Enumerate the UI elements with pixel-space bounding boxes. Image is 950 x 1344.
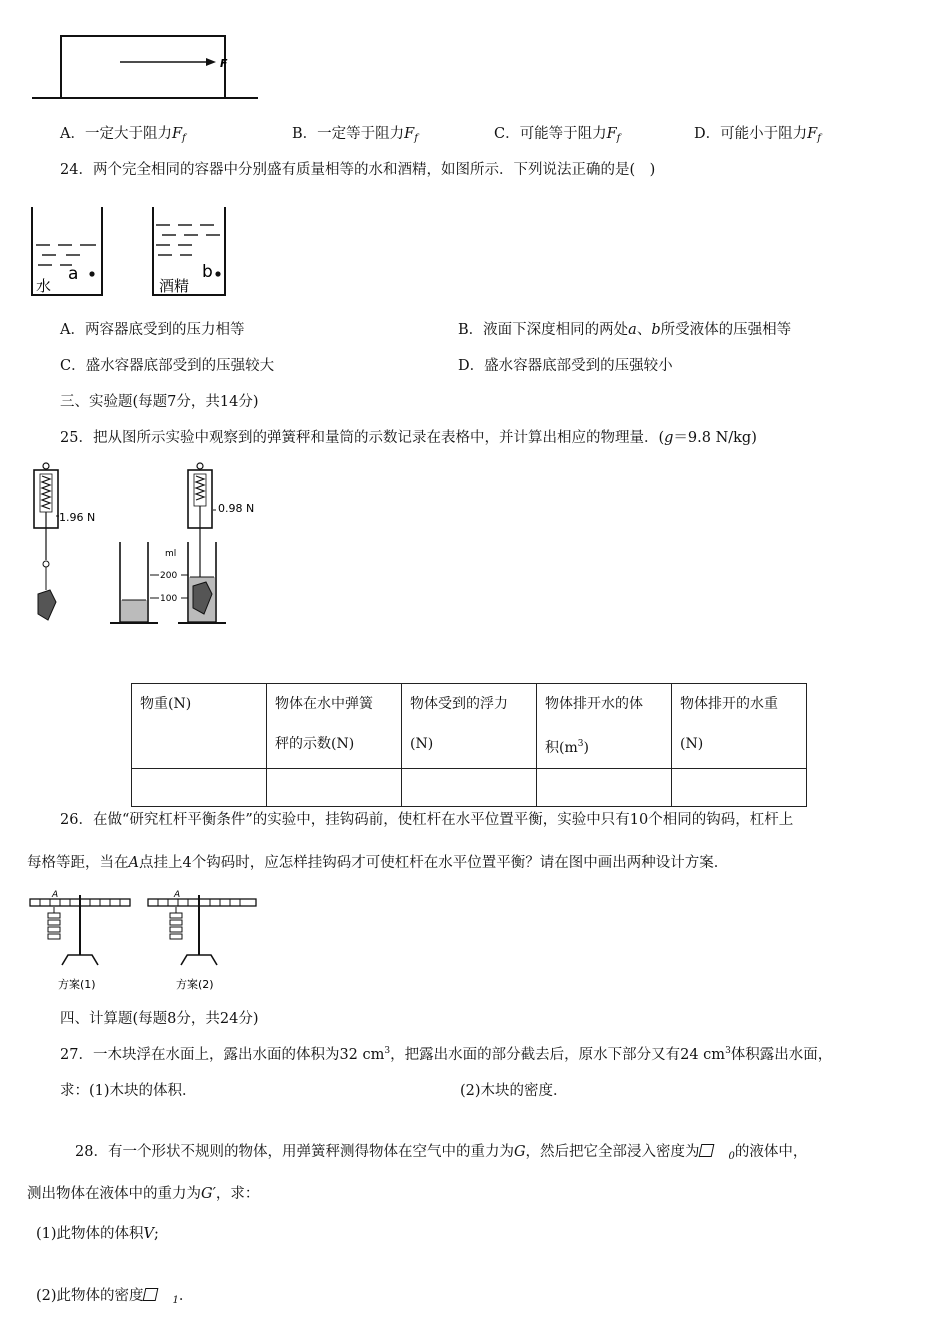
spring-scale-right xyxy=(188,463,216,580)
lever-1-point-a: A xyxy=(52,890,59,900)
cylinder-water-only xyxy=(110,542,158,623)
rho-symbol-box xyxy=(142,1288,158,1301)
q24-option-c: C．盛水容器底部受到的压强较大 xyxy=(60,358,275,374)
lever-2-point-a: A xyxy=(174,890,181,900)
q25-data-table xyxy=(131,683,807,807)
spring-scale-left xyxy=(34,463,59,620)
lever-1 xyxy=(30,895,130,965)
block xyxy=(61,36,225,98)
q27-part-1: 求：(1)木块的体积． xyxy=(60,1083,197,1099)
alcohol-surface-dashes xyxy=(156,225,220,255)
q28-line-2: 测出物体在液体中的重力为G′，求： xyxy=(27,1186,260,1202)
force-label: F xyxy=(220,57,228,70)
q27-line-1: 27．一木块浮在水面上，露出水面的体积为32 $cm^3$，把露出水面的部分截去后，原水下部分又有24 $cm^3$体积露出水面， xyxy=(60,1046,833,1063)
point-a-label: a xyxy=(68,264,79,284)
section-3-heading: 三、实验题(每题7分，共14分) xyxy=(60,394,259,410)
header-displaced-volume: 物体排开水的体 积$(m^3)$ xyxy=(537,684,672,769)
header-weight: 物重(N) xyxy=(132,684,267,769)
q28-part-2: (2)此物体的密度 $_1$． xyxy=(36,1288,194,1306)
point-b xyxy=(215,271,220,276)
lever-2 xyxy=(148,895,256,965)
q23-option-d: D．可能小于阻力$F_f$ xyxy=(694,126,821,144)
cylinder-unit: ml xyxy=(165,549,177,559)
table-cell[interactable] xyxy=(537,769,672,807)
point-a xyxy=(89,271,94,276)
water-label: 水 xyxy=(36,277,52,295)
force-arrow-head xyxy=(206,58,216,66)
q26-line-2: 每格等距，当在A点挂上4个钩码时，应怎样挂钩码才可使杠杆在水平位置平衡？请在图中画出两种设计方案． xyxy=(27,855,729,871)
table-cell[interactable] xyxy=(402,769,537,807)
plan-1-label: 方案(1) xyxy=(58,978,96,991)
point-b-label: b xyxy=(202,262,213,282)
plan-2-label: 方案(2) xyxy=(176,978,214,991)
spring-scale-cylinder-figure xyxy=(28,462,278,632)
table-cell[interactable] xyxy=(672,769,807,807)
header-scale-reading: 物体在水中弹簧 秤的示数(N) xyxy=(267,684,402,769)
table-row xyxy=(132,769,807,807)
q25-stem: 25．把从图所示实验中观察到的弹簧秤和量筒的示数记录在表格中，并计算出相应的物理量．(g＝9.8 N/kg) xyxy=(60,430,757,446)
reading-left: 1.96 N xyxy=(59,511,96,524)
cylinder-with-object xyxy=(178,542,226,623)
table-cell[interactable] xyxy=(267,769,402,807)
q23-option-c: C．可能等于阻力$F_f$ xyxy=(494,126,621,144)
q28-line-1: 28．有一个形状不规则的物体，用弹簧秤测得物体在空气中的重力为G，然后把它全部浸入密度为 $_0$的液体中， xyxy=(75,1144,808,1162)
q27-part-2: (2)木块的密度． xyxy=(460,1083,568,1099)
containers-figure xyxy=(28,205,240,300)
table-cell[interactable] xyxy=(132,769,267,807)
rho-symbol-box xyxy=(698,1144,714,1157)
q23-option-b: B．一定等于阻力$F_f$ xyxy=(292,126,418,144)
q23-option-a: A．一定大于阻力$F_f$ xyxy=(60,126,186,144)
water-surface-dashes xyxy=(36,245,96,265)
q26-line-1: 26．在做“研究杠杆平衡条件”的实验中，挂钩码前，使杠杆在水平位置平衡，实验中只有10个相同的钩码，杠杆上 xyxy=(60,812,794,828)
block-force-figure xyxy=(30,30,262,104)
section-4-heading: 四、计算题(每题8分，共24分) xyxy=(60,1011,259,1027)
reading-right: 0.98 N xyxy=(218,502,255,515)
mark-100: 100 xyxy=(160,594,178,604)
alcohol-label: 酒精 xyxy=(159,277,190,295)
header-displaced-weight: 物体排开的水重 (N) xyxy=(672,684,807,769)
q24-option-a: A．两容器底受到的压力相等 xyxy=(60,322,245,338)
q24-option-d: D．盛水容器底部受到的压强较小 xyxy=(458,358,673,374)
lever-figures xyxy=(28,885,268,995)
q28-part-1: (1)此物体的体积V; xyxy=(36,1226,159,1242)
table-header-row xyxy=(132,684,807,769)
q24-stem: 24．两个完全相同的容器中分别盛有质量相等的水和酒精，如图所示．下列说法正确的是( ) xyxy=(60,162,656,178)
header-buoyancy: 物体受到的浮力 (N) xyxy=(402,684,537,769)
mark-200: 200 xyxy=(160,571,178,581)
q24-option-b: B．液面下深度相同的两处a、b所受液体的压强相等 xyxy=(458,322,792,338)
